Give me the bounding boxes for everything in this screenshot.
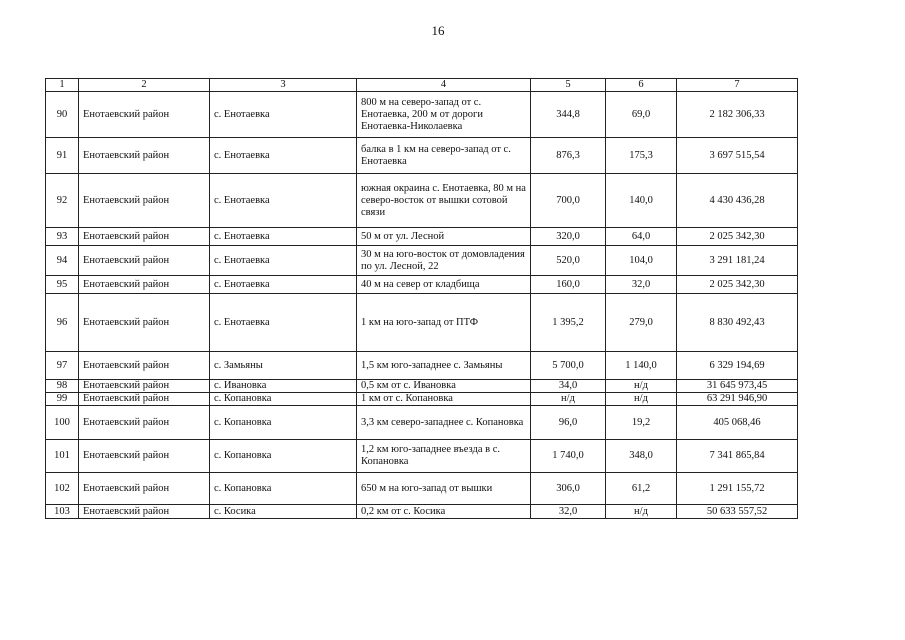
value-5-cell: 34,0 (531, 380, 606, 393)
value-5-cell: 344,8 (531, 92, 606, 138)
village-cell: с. Копановка (210, 393, 357, 406)
value-5-cell: 520,0 (531, 246, 606, 276)
value-7-cell: 2 025 342,30 (677, 276, 798, 294)
value-7-cell: 63 291 946,90 (677, 393, 798, 406)
row-number-cell: 100 (46, 406, 79, 440)
location-cell: балка в 1 км на северо-запад от с. Енотаевка (357, 138, 531, 174)
value-7-cell: 3 291 181,24 (677, 246, 798, 276)
value-7-cell: 4 430 436,28 (677, 174, 798, 228)
row-number-cell: 92 (46, 174, 79, 228)
district-cell: Енотаевский район (79, 440, 210, 473)
village-cell: с. Енотаевка (210, 92, 357, 138)
village-cell: с. Енотаевка (210, 174, 357, 228)
district-cell: Енотаевский район (79, 505, 210, 519)
district-cell: Енотаевский район (79, 228, 210, 246)
location-cell: 800 м на северо-запад от с. Енотаевка, 200 м от дороги Енотаевка-Николаевка (357, 92, 531, 138)
location-cell: 40 м на север от кладбища (357, 276, 531, 294)
land-plots-table (45, 78, 798, 519)
column-header: 6 (606, 79, 677, 92)
location-cell: 3,3 км северо-западнее с. Копановка (357, 406, 531, 440)
value-6-cell: 1 140,0 (606, 352, 677, 380)
district-cell: Енотаевский район (79, 352, 210, 380)
value-7-cell: 3 697 515,54 (677, 138, 798, 174)
value-6-cell: 69,0 (606, 92, 677, 138)
district-cell: Енотаевский район (79, 246, 210, 276)
village-cell: с. Енотаевка (210, 276, 357, 294)
column-header: 7 (677, 79, 798, 92)
location-cell: 0,5 км от с. Ивановка (357, 380, 531, 393)
value-5-cell: 876,3 (531, 138, 606, 174)
location-cell: 50 м от ул. Лесной (357, 228, 531, 246)
value-6-cell: н/д (606, 505, 677, 519)
value-6-cell: н/д (606, 380, 677, 393)
value-5-cell: 700,0 (531, 174, 606, 228)
district-cell: Енотаевский район (79, 393, 210, 406)
location-cell: 650 м на юго-запад от вышки (357, 473, 531, 505)
value-5-cell: 160,0 (531, 276, 606, 294)
value-5-cell: 1 395,2 (531, 294, 606, 352)
column-header: 1 (46, 79, 79, 92)
row-number-cell: 103 (46, 505, 79, 519)
value-5-cell: 306,0 (531, 473, 606, 505)
row-number-cell: 93 (46, 228, 79, 246)
table-row (46, 294, 798, 352)
value-7-cell: 31 645 973,45 (677, 380, 798, 393)
value-5-cell: 320,0 (531, 228, 606, 246)
row-number-cell: 94 (46, 246, 79, 276)
table-row (46, 380, 798, 393)
value-6-cell: 104,0 (606, 246, 677, 276)
row-number-cell: 99 (46, 393, 79, 406)
location-cell: южная окраина с. Енотаевка, 80 м на северо-восток от вышки сотовой связи (357, 174, 531, 228)
district-cell: Енотаевский район (79, 138, 210, 174)
table-row (46, 505, 798, 519)
district-cell: Енотаевский район (79, 92, 210, 138)
location-cell: 1 км на юго-запад от ПТФ (357, 294, 531, 352)
village-cell: с. Енотаевка (210, 138, 357, 174)
village-cell: с. Енотаевка (210, 246, 357, 276)
row-number-cell: 101 (46, 440, 79, 473)
district-cell: Енотаевский район (79, 406, 210, 440)
row-number-cell: 98 (46, 380, 79, 393)
value-5-cell: 1 740,0 (531, 440, 606, 473)
table-row (46, 406, 798, 440)
location-cell: 1 км от с. Копановка (357, 393, 531, 406)
value-6-cell: 61,2 (606, 473, 677, 505)
value-5-cell: 32,0 (531, 505, 606, 519)
location-cell: 30 м на юго-восток от домовладения по ул. Лесной, 22 (357, 246, 531, 276)
row-number-cell: 97 (46, 352, 79, 380)
value-6-cell: 279,0 (606, 294, 677, 352)
village-cell: с. Енотаевка (210, 228, 357, 246)
column-header: 4 (357, 79, 531, 92)
table-row (46, 174, 798, 228)
value-7-cell: 405 068,46 (677, 406, 798, 440)
page-number: 16 (431, 23, 445, 38)
row-number-cell: 95 (46, 276, 79, 294)
value-6-cell: 64,0 (606, 228, 677, 246)
row-number-cell: 91 (46, 138, 79, 174)
village-cell: с. Копановка (210, 440, 357, 473)
value-6-cell: 175,3 (606, 138, 677, 174)
table-row (46, 246, 798, 276)
value-5-cell: 96,0 (531, 406, 606, 440)
village-cell: с. Копановка (210, 473, 357, 505)
table-row (46, 228, 798, 246)
value-7-cell: 2 025 342,30 (677, 228, 798, 246)
district-cell: Енотаевский район (79, 380, 210, 393)
row-number-cell: 96 (46, 294, 79, 352)
value-6-cell: 32,0 (606, 276, 677, 294)
value-7-cell: 6 329 194,69 (677, 352, 798, 380)
value-7-cell: 8 830 492,43 (677, 294, 798, 352)
value-7-cell: 7 341 865,84 (677, 440, 798, 473)
district-cell: Енотаевский район (79, 276, 210, 294)
table-row (46, 138, 798, 174)
location-cell: 1,5 км юго-западнее с. Замьяны (357, 352, 531, 380)
table-row (46, 276, 798, 294)
value-6-cell: 19,2 (606, 406, 677, 440)
table-row (46, 352, 798, 380)
value-7-cell: 1 291 155,72 (677, 473, 798, 505)
value-6-cell: 140,0 (606, 174, 677, 228)
village-cell: с. Ивановка (210, 380, 357, 393)
village-cell: с. Замьяны (210, 352, 357, 380)
column-header: 5 (531, 79, 606, 92)
header-row (46, 79, 798, 92)
village-cell: с. Косика (210, 505, 357, 519)
table-row (46, 92, 798, 138)
value-6-cell: н/д (606, 393, 677, 406)
row-number-cell: 102 (46, 473, 79, 505)
table-row (46, 440, 798, 473)
table-row (46, 473, 798, 505)
value-7-cell: 2 182 306,33 (677, 92, 798, 138)
village-cell: с. Копановка (210, 406, 357, 440)
location-cell: 1,2 км юго-западнее въезда в с. Копановка (357, 440, 531, 473)
value-7-cell: 50 633 557,52 (677, 505, 798, 519)
column-header: 2 (79, 79, 210, 92)
column-header: 3 (210, 79, 357, 92)
row-number-cell: 90 (46, 92, 79, 138)
village-cell: с. Енотаевка (210, 294, 357, 352)
district-cell: Енотаевский район (79, 473, 210, 505)
table-row (46, 393, 798, 406)
district-cell: Енотаевский район (79, 294, 210, 352)
value-6-cell: 348,0 (606, 440, 677, 473)
value-5-cell: 5 700,0 (531, 352, 606, 380)
location-cell: 0,2 км от с. Косика (357, 505, 531, 519)
value-5-cell: н/д (531, 393, 606, 406)
district-cell: Енотаевский район (79, 174, 210, 228)
